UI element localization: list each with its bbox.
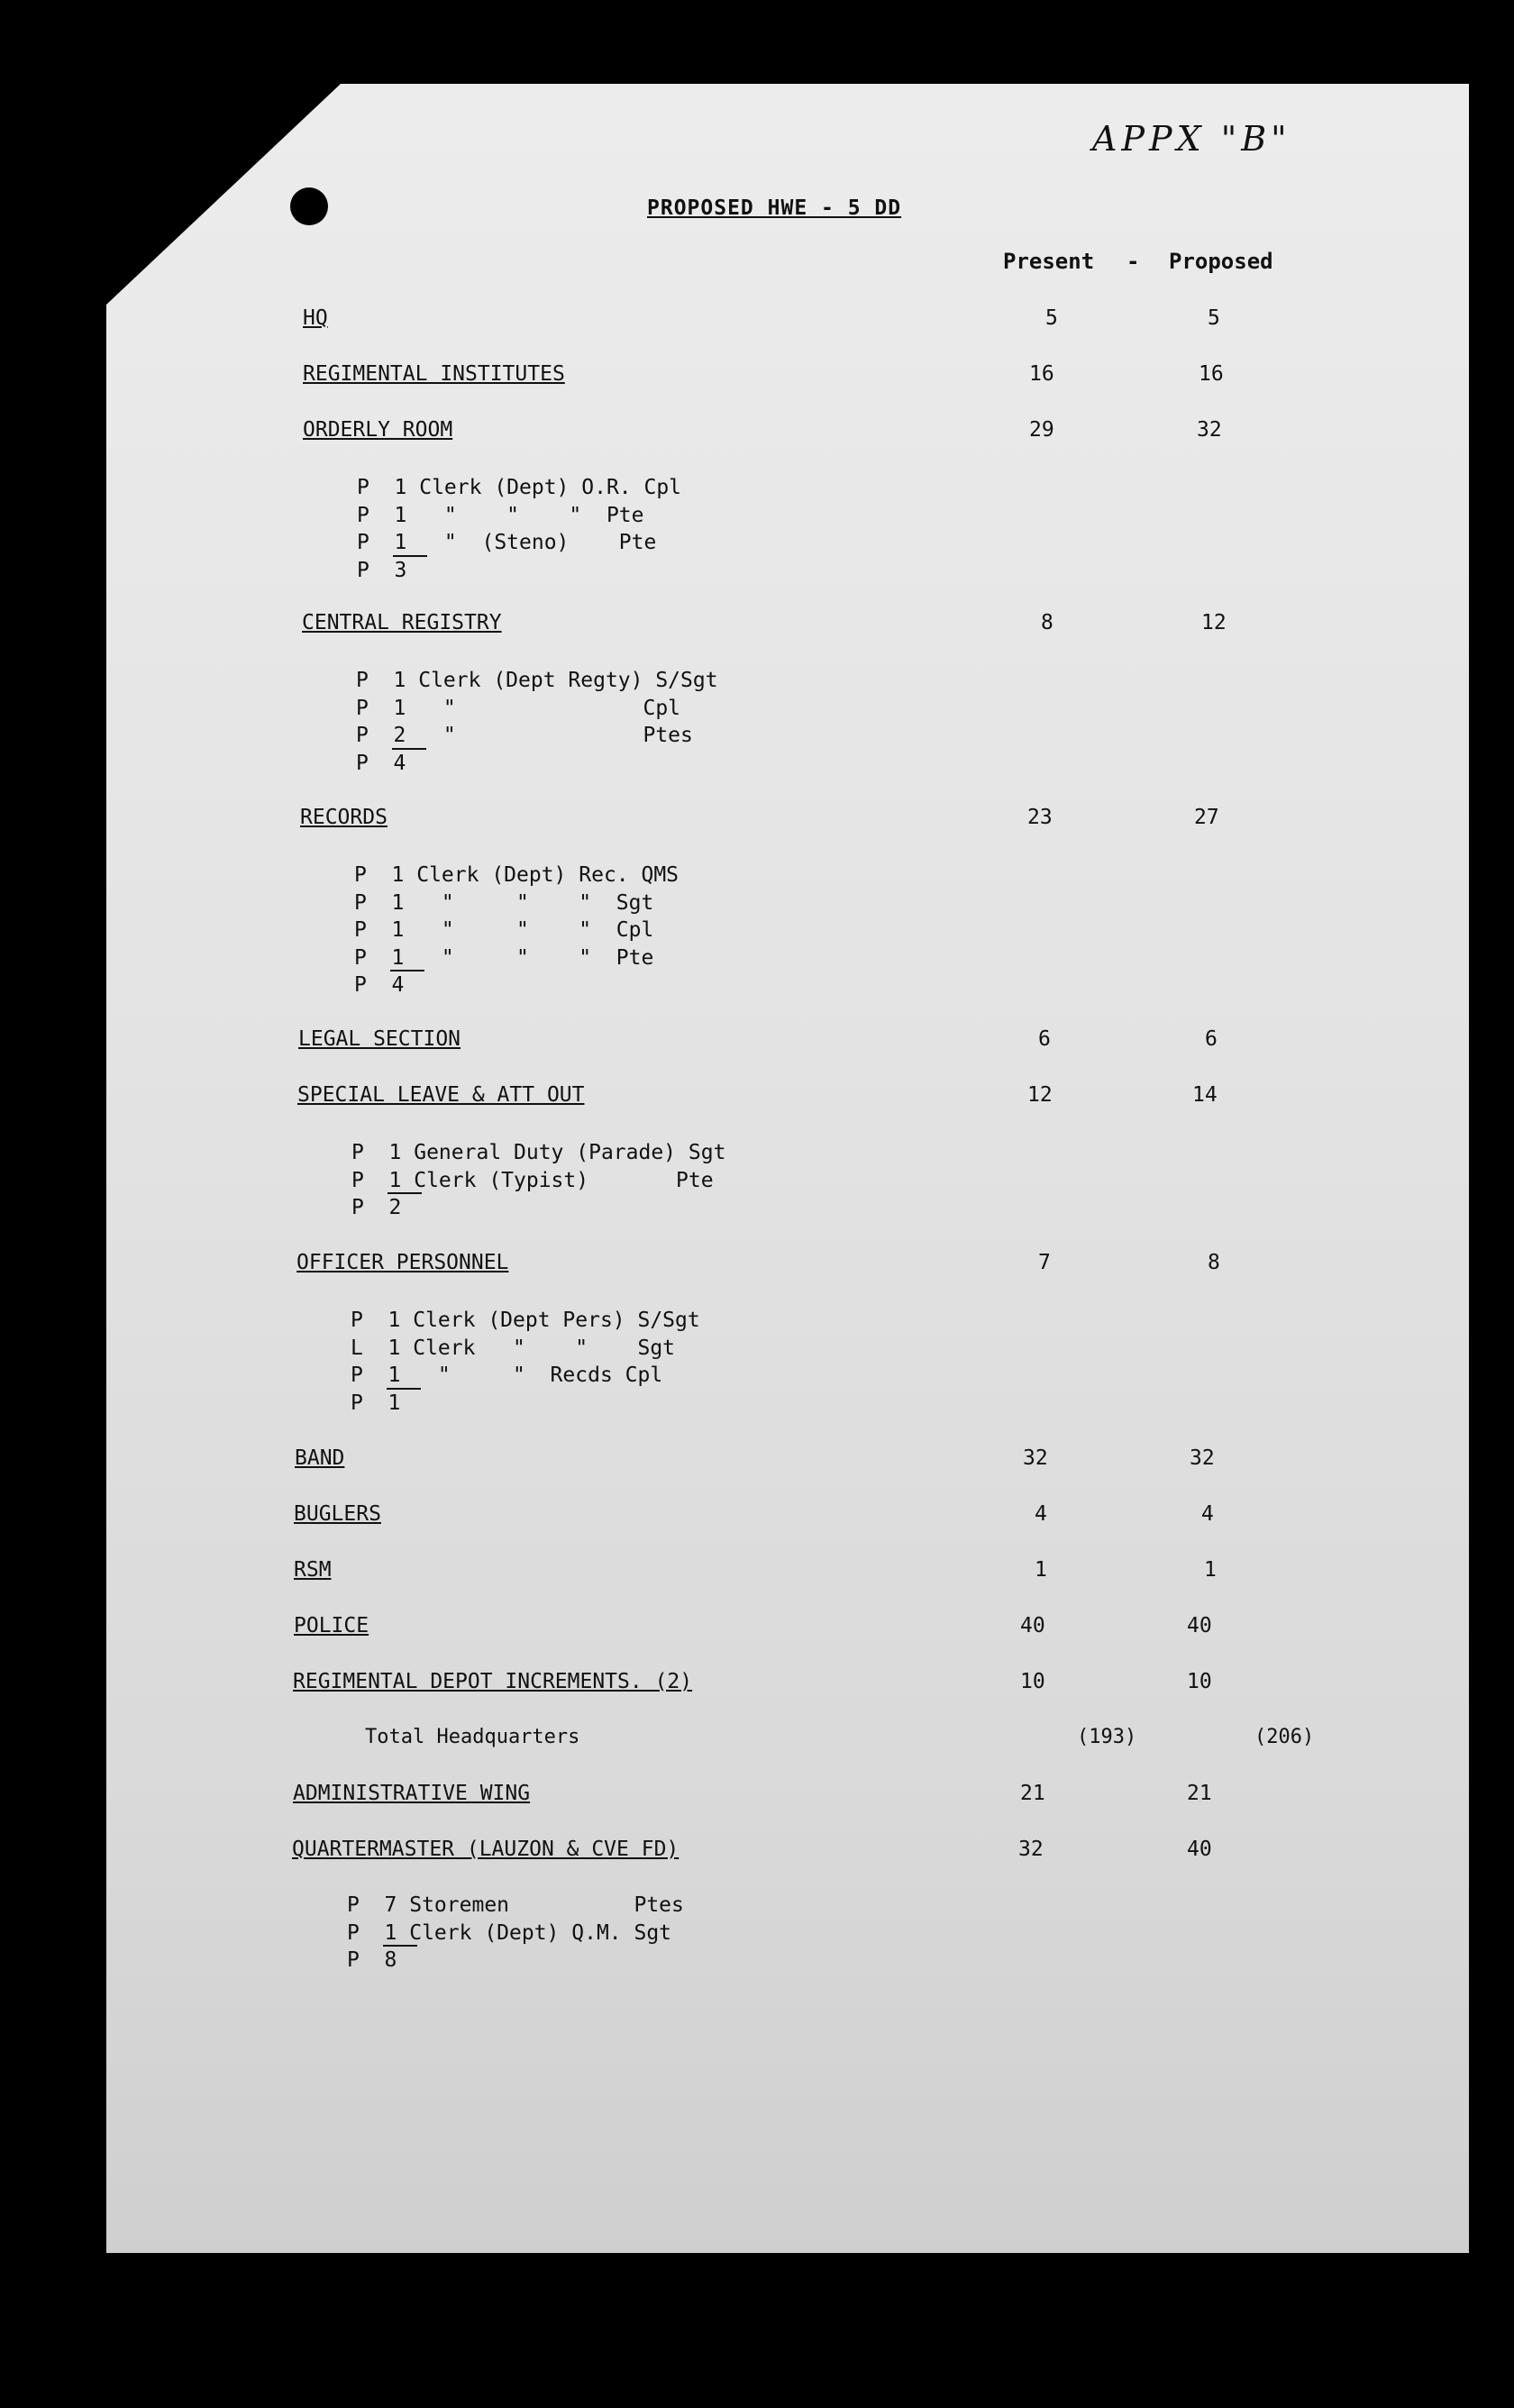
detail-line: P 1 Clerk (Typist) Pte: [351, 1168, 714, 1192]
section-heading: RSM: [294, 1558, 332, 1582]
present-value: 16: [1029, 362, 1054, 386]
detail-line: P 1: [351, 1391, 401, 1415]
detail-line: P 1 " " " Pte: [357, 503, 644, 527]
subtotal-rule: [388, 1192, 422, 1194]
total-headquarters-label: Total Headquarters: [365, 1726, 580, 1748]
section-heading: LEGAL SECTION: [298, 1027, 461, 1051]
section-heading: BUGLERS: [294, 1502, 381, 1526]
proposed-value: 5: [1208, 306, 1220, 330]
present-value: 40: [1020, 1614, 1045, 1637]
section-heading: REGIMENTAL DEPOT INCREMENTS. (2): [293, 1670, 693, 1693]
page-title: PROPOSED HWE - 5 DD: [647, 196, 902, 220]
proposed-value: 1: [1204, 1558, 1217, 1582]
section-heading: HQ: [303, 306, 328, 330]
section-heading: RECORDS: [300, 806, 388, 829]
detail-line: P 1 Clerk (Dept) O.R. Cpl: [357, 476, 682, 499]
proposed-value: 16: [1199, 362, 1224, 386]
detail-line: P 1 Clerk (Dept) Rec. QMS: [354, 863, 679, 887]
detail-line: P 2: [351, 1196, 402, 1219]
present-value: 32: [1023, 1446, 1048, 1470]
present-column-header: Present: [1003, 249, 1095, 274]
detail-line: P 4: [356, 751, 406, 775]
detail-line: P 1 Clerk (Dept Regty) S/Sgt: [356, 669, 718, 692]
detail-line: P 8: [347, 1948, 397, 1972]
proposed-value: 40: [1187, 1614, 1212, 1637]
subtotal-rule: [390, 970, 424, 971]
detail-line: P 2 " Ptes: [356, 724, 693, 747]
proposed-value: 12: [1201, 611, 1227, 634]
present-value: 8: [1041, 611, 1053, 634]
proposed-value: 10: [1187, 1670, 1212, 1693]
proposed-value: 4: [1201, 1502, 1214, 1526]
detail-line: P 1 " Cpl: [356, 696, 681, 720]
subtotal-rule: [392, 748, 426, 750]
detail-line: P 1 " " " Pte: [354, 945, 654, 970]
detail-line: L 1 Clerk " " Sgt: [351, 1336, 676, 1360]
detail-line: P 1 Clerk (Dept) Q.M. Sgt: [347, 1920, 672, 1945]
present-value: 32: [1018, 1838, 1044, 1861]
subtotal-rule: [387, 1388, 421, 1390]
proposed-value: 21: [1187, 1782, 1212, 1805]
proposed-value: 32: [1190, 1446, 1215, 1470]
detail-line: P 3: [357, 558, 407, 582]
section-heading: REGIMENTAL INSTITUTES: [303, 362, 565, 386]
document-page: [106, 84, 1469, 2253]
detail-line: P 1 " " Recds Cpl: [351, 1364, 663, 1387]
proposed-value: 6: [1205, 1027, 1218, 1051]
detail-line: P 4: [354, 973, 405, 997]
section-heading: OFFICER PERSONNEL: [296, 1251, 509, 1274]
detail-line: P 1 " " " Sgt: [354, 890, 654, 915]
subtotal-rule: [393, 555, 427, 557]
present-value: 12: [1027, 1083, 1053, 1107]
section-heading: CENTRAL REGISTRY: [302, 611, 502, 634]
present-value: 29: [1029, 418, 1054, 442]
present-value: 7: [1038, 1251, 1051, 1274]
column-separator: -: [1126, 249, 1140, 274]
present-value: 10: [1020, 1670, 1045, 1693]
total-headquarters-present: (193): [1077, 1726, 1137, 1748]
subtotal-rule: [383, 1945, 417, 1947]
proposed-value: 14: [1192, 1083, 1218, 1107]
present-value: 5: [1045, 306, 1058, 330]
detail-line: P 1 " (Steno) Pte: [357, 531, 657, 554]
detail-line: P 7 Storemen Ptes: [347, 1893, 684, 1917]
present-value: 4: [1035, 1502, 1047, 1526]
section-heading: ORDERLY ROOM: [303, 418, 453, 442]
section-heading: BAND: [295, 1446, 345, 1470]
present-value: 21: [1020, 1782, 1045, 1805]
proposed-column-header: Proposed: [1169, 249, 1273, 274]
detail-line: P 1 General Duty (Parade) Sgt: [351, 1141, 726, 1164]
section-heading: ADMINISTRATIVE WING: [293, 1782, 531, 1805]
proposed-value: 27: [1194, 806, 1219, 829]
appendix-note: APPX "B": [1092, 119, 1291, 159]
section-heading: POLICE: [294, 1614, 369, 1637]
detail-line: P 1 Clerk (Dept Pers) S/Sgt: [351, 1309, 700, 1332]
proposed-value: 32: [1197, 418, 1222, 442]
punch-hole: [290, 187, 328, 225]
section-heading: SPECIAL LEAVE & ATT OUT: [297, 1083, 585, 1107]
present-value: 6: [1038, 1027, 1051, 1051]
present-value: 23: [1027, 806, 1053, 829]
total-headquarters-proposed: (206): [1254, 1726, 1315, 1748]
proposed-value: 8: [1208, 1251, 1220, 1274]
present-value: 1: [1035, 1558, 1047, 1582]
detail-line: P 1 " " " Cpl: [354, 918, 654, 942]
proposed-value: 40: [1187, 1838, 1212, 1861]
section-heading: QUARTERMASTER (LAUZON & CVE FD): [292, 1838, 679, 1861]
